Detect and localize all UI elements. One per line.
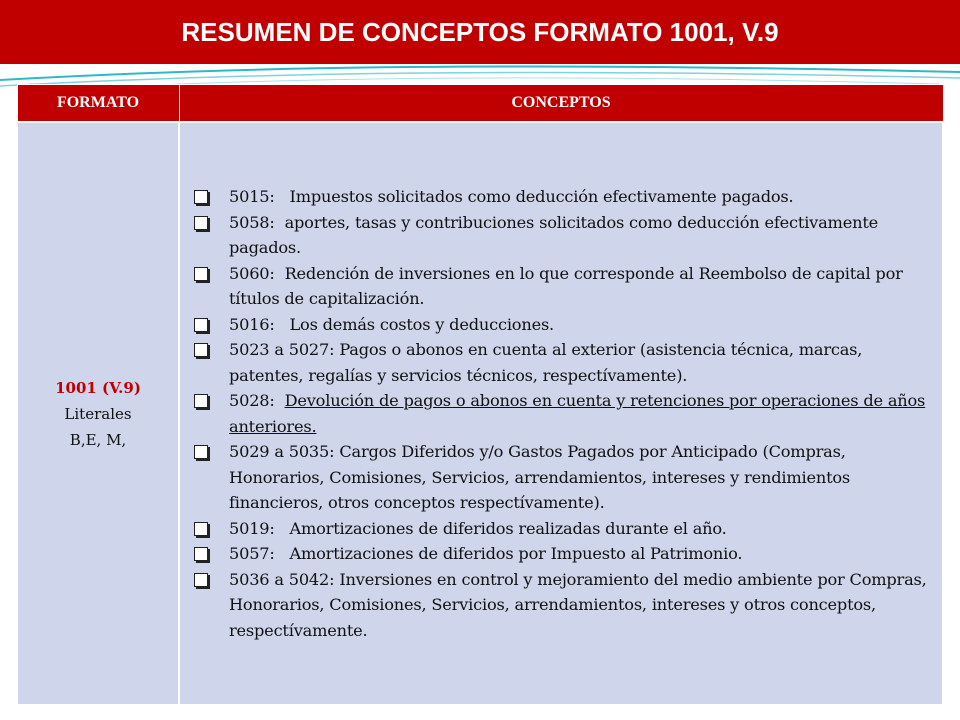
concept-code: 5029 a 5035: — [229, 442, 335, 461]
header-formato: FORMATO — [17, 85, 179, 123]
list-item — [191, 516, 933, 542]
list-item — [191, 439, 933, 516]
concept-text: Amortizaciones de diferidos realizadas durante el año. — [289, 518, 727, 538]
concept-code: 5058: — [229, 212, 275, 232]
concepts-table — [16, 84, 944, 706]
checkbox-bullet-icon — [194, 343, 208, 357]
concept-text: Redención de inversiones en lo que corresponde al Reembolso de capital por títulos de capitalización. — [229, 263, 903, 308]
checkbox-bullet-icon — [194, 573, 208, 587]
concept-text: aportes, tasas y contribuciones solicitados como deducción efectivamente pagados. — [229, 212, 879, 257]
checkbox-bullet-icon — [194, 190, 208, 204]
concept-text: Devolución de pagos o abonos en cuenta y retenciones por operaciones de años anteriores. — [229, 391, 926, 436]
concept-code: 5023 a 5027: — [229, 340, 335, 359]
list-item — [191, 388, 933, 439]
concept-text: Los demás costos y deducciones. — [289, 314, 554, 334]
concept-code: 5016: — [229, 314, 275, 334]
concept-code: 5036 a 5042: — [229, 569, 335, 589]
checkbox-bullet-icon — [194, 522, 208, 536]
concept-code: 5057: — [229, 544, 275, 563]
concept-text: Pagos o abonos en cuenta al exterior (asistencia técnica, marcas, patentes, regalías y servicios técnicos, respectívamente). — [229, 340, 863, 385]
concept-code: 5060: — [229, 263, 275, 283]
concept-code: 5028: — [229, 391, 275, 410]
concepts-list — [181, 178, 941, 649]
concept-code: 5019: — [229, 518, 275, 538]
list-item — [191, 567, 933, 644]
checkbox-bullet-icon — [194, 216, 208, 230]
checkbox-bullet-icon — [194, 394, 208, 408]
header-conceptos: CONCEPTOS — [179, 85, 943, 123]
conceptos-cell — [179, 122, 943, 705]
list-item — [191, 337, 933, 388]
list-item — [191, 541, 933, 567]
list-item — [191, 184, 933, 210]
formato-letters: B,E, M, — [69, 430, 127, 449]
checkbox-bullet-icon — [194, 318, 208, 332]
formato-cell — [17, 122, 179, 705]
checkbox-bullet-icon — [194, 445, 208, 459]
formato-literales: Literales — [64, 404, 132, 423]
list-item — [191, 261, 933, 312]
checkbox-bullet-icon — [194, 267, 208, 281]
concept-text: Inversiones en control y mejoramiento del medio ambiente por Compras, Honorarios, Comisiones, Servicios, arrendamientos, intereses y otros conceptos, respectívamente. — [229, 569, 927, 640]
concept-text: Impuestos solicitados como deducción efectivamente pagados. — [289, 187, 794, 206]
list-item — [191, 312, 933, 338]
list-item — [191, 210, 933, 261]
checkbox-bullet-icon — [194, 547, 208, 561]
formato-code: 1001 (V.9) — [55, 378, 141, 397]
slide-title: RESUMEN DE CONCEPTOS FORMATO 1001, V.9 — [0, 0, 960, 64]
concept-code: 5015: — [229, 187, 275, 206]
concept-text: Amortizaciones de diferidos por Impuesto al Patrimonio. — [289, 544, 743, 563]
concept-text: Cargos Diferidos y/o Gastos Pagados por Anticipado (Compras, Honorarios, Comisiones, Servicios, arrendamientos, intereses y rendimientos financieros, otros conceptos respectívamente). — [229, 442, 851, 512]
